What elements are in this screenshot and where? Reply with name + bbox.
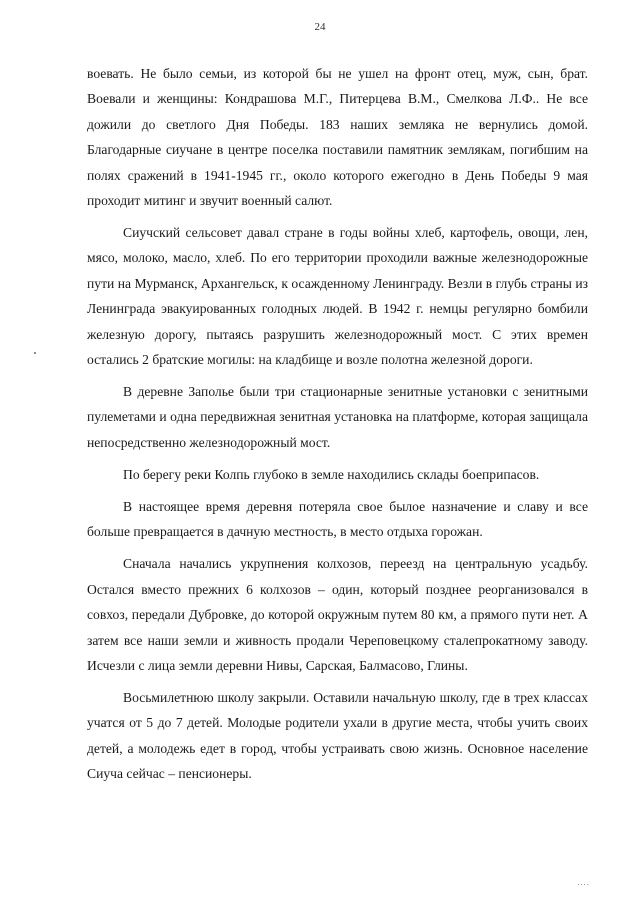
page-number: 24 [314, 21, 326, 33]
paragraph-6: Сначала начались укрупнения колхозов, переезд на центральную усадьбу. Остался вместо прежних 6 колхозов – один, который позднее реорганизовался в совхоз, передали Дубровке, до которой окружным путем 80 км, а прямого пути нет. А затем все наши земли и живность продали Череповецкому сталепрокатному заводу. Исчезли с лица земли деревни Нивы, Сарская, Балмасово, Глины. [87, 556, 588, 673]
margin-dot [34, 352, 36, 354]
document-body [87, 61, 588, 793]
paragraph-5: В настоящее время деревня потеряла свое былое назначение и славу и все больше превращается в дачную местность, в место отдыха горожан. [87, 498, 588, 540]
paragraph-4: По берегу реки Колпь глубоко в земле находились склады боеприпасов. [123, 466, 540, 482]
paragraph-3: В деревне Заполье были три стационарные зенитные установки с зенитными пулеметами и одна передвижная зенитная установка на платформе, которая защищала непосредственно железнодорожный мост. [87, 384, 588, 450]
paragraph-1: воевать. Не было семьи, из которой бы не ушел на фронт отец, муж, сын, брат. Воевали и женщины: Кондрашова М.Г., Питерцева В.М., Смелкова Л.Ф.. Не все дожили до светлого Дня Победы. 183 наших земляка не вернулись домой. Благодарные сиучане в центре поселка поставили памятник землякам, погибшим на полях сражений в 1941-1945 гг., около которого ежегодно в День Победы 9 мая проходит митинг и звучит военный салют. [87, 66, 588, 209]
footer-mark: .... [577, 879, 590, 887]
paragraph-2: Сиучский сельсовет давал стране в годы войны хлеб, картофель, овощи, лен, мясо, молоко, масло, хлеб. По его территории проходили важные железнодорожные пути на Мурманск, Архангельск, к осажденному Ленинграду. Везли в глубь страны из Ленинграда эвакуированных голодных людей. В 1942 г. немцы регулярно бомбили железную дорогу, пытаясь разрушить железнодорожный мост. С этих времен остались 2 братские могилы: на кладбище и возле полотна железной дороги. [87, 225, 588, 368]
paragraph-7: Восьмилетнюю школу закрыли. Оставили начальную школу, где в трех классах учатся от 5 до 7 детей. Молодые родители ухали в другие места, чтобы учить своих детей, а молодежь едет в город, чтобы устраивать свою жизнь. Основное население Сиуча сейчас – пенсионеры. [87, 689, 588, 782]
